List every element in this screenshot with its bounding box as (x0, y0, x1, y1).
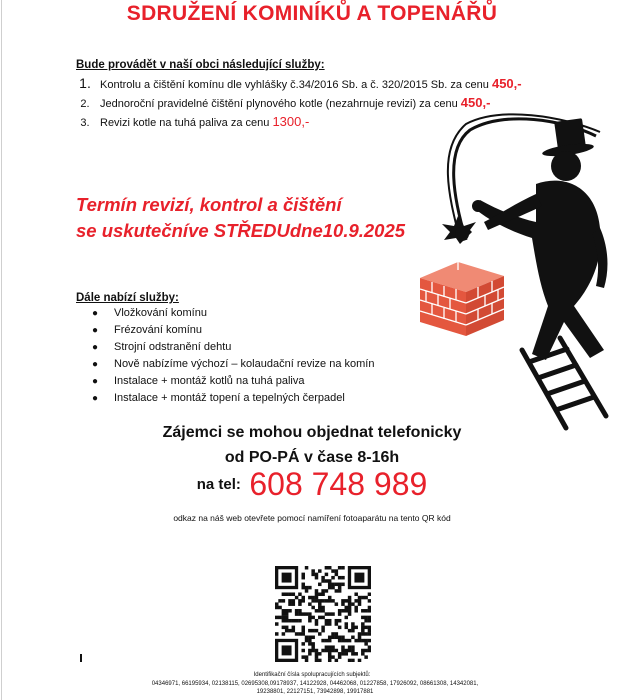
qr-code-icon[interactable] (275, 566, 371, 662)
list-item-text: Frézování komínu (114, 324, 203, 336)
more-services-list (92, 305, 374, 407)
phone-number[interactable]: 608 748 989 (249, 466, 428, 502)
term-line-1: Termín revizí, kontrol a čištění (76, 194, 342, 215)
bullet-icon: ● (92, 376, 99, 387)
list-item-text: Instalace + montáž topení a tepelných čerpadel (114, 392, 345, 404)
list-item (92, 339, 374, 356)
chimney-sweep-illustration (414, 110, 614, 435)
list-item (92, 322, 374, 339)
contact-line-1: Zájemci se mohou objednat telefonicky (162, 424, 462, 441)
qr-note: odkaz na náš web otevřete pomocí namíření fotoaparátu na tento QR kód (173, 513, 451, 523)
bullet-icon: ● (92, 393, 99, 404)
services-heading: Bude provádět v naší obci následující služby: (76, 59, 325, 71)
bullet-icon: ● (92, 325, 99, 336)
service-text: Revizi kotle na tuhá paliva za cenu (100, 117, 270, 129)
service-number: 2. (80, 98, 90, 110)
ids-label: Identifikační čísla spolupracujících subjektů: (253, 672, 371, 678)
service-text: Kontrolu a čištění komínu dle vyhlášky č.34/2016 Sb. a č. 320/2015 Sb. za cenu (100, 79, 489, 91)
list-item (92, 305, 374, 322)
bullet-icon: ● (92, 342, 99, 353)
more-services-heading: Dále nabízí služby: (76, 292, 179, 304)
phone-label: na tel: (196, 476, 241, 493)
service-text: Jednoroční pravidelné čištění plynového kotle (nezahrnuje revizi) za cenu (100, 98, 458, 110)
list-item-text: Vložkování komínu (114, 307, 207, 319)
contact-line-2: od PO-PÁ v čase 8-16h (224, 449, 400, 466)
service-price: 450,- (460, 95, 491, 110)
service-number: 1. (79, 75, 91, 91)
list-item-text: Strojní odstranění dehtu (114, 341, 232, 353)
service-number: 3. (80, 117, 90, 129)
list-item-text: Nově nabízíme výchozí – kolaudační revize na komín (114, 358, 375, 370)
service-item (76, 74, 522, 93)
bullet-icon: ● (92, 308, 99, 319)
bullet-icon: ● (92, 359, 99, 370)
list-item-text: Instalace + montáž kotlů na tuhá paliva (114, 375, 305, 387)
term-line-2: se uskutečníve STŘEDUdne10.9.2025 (76, 220, 406, 241)
list-item (92, 356, 374, 373)
chimney-icon (420, 262, 504, 336)
phone-line (0, 466, 624, 503)
list-item (92, 390, 374, 407)
service-price: 1300,- (272, 114, 310, 129)
contact-block (0, 420, 624, 470)
service-price: 450,- (491, 76, 522, 91)
ids-list: 04346971, 66195934, 02138115, 02695308,09178937, 14122928, 04462068, 01227858, 17926092, 08661308, 14342081, 19238801, 22127151, 73942898, 19917881 (151, 681, 479, 695)
term-announcement (76, 192, 405, 244)
page-edge (1, 0, 2, 700)
text-cursor-mark (80, 654, 82, 662)
list-item (92, 373, 374, 390)
page-title: SDRUŽENÍ KOMINÍKŮ A TOPENÁŘŮ (126, 2, 498, 25)
